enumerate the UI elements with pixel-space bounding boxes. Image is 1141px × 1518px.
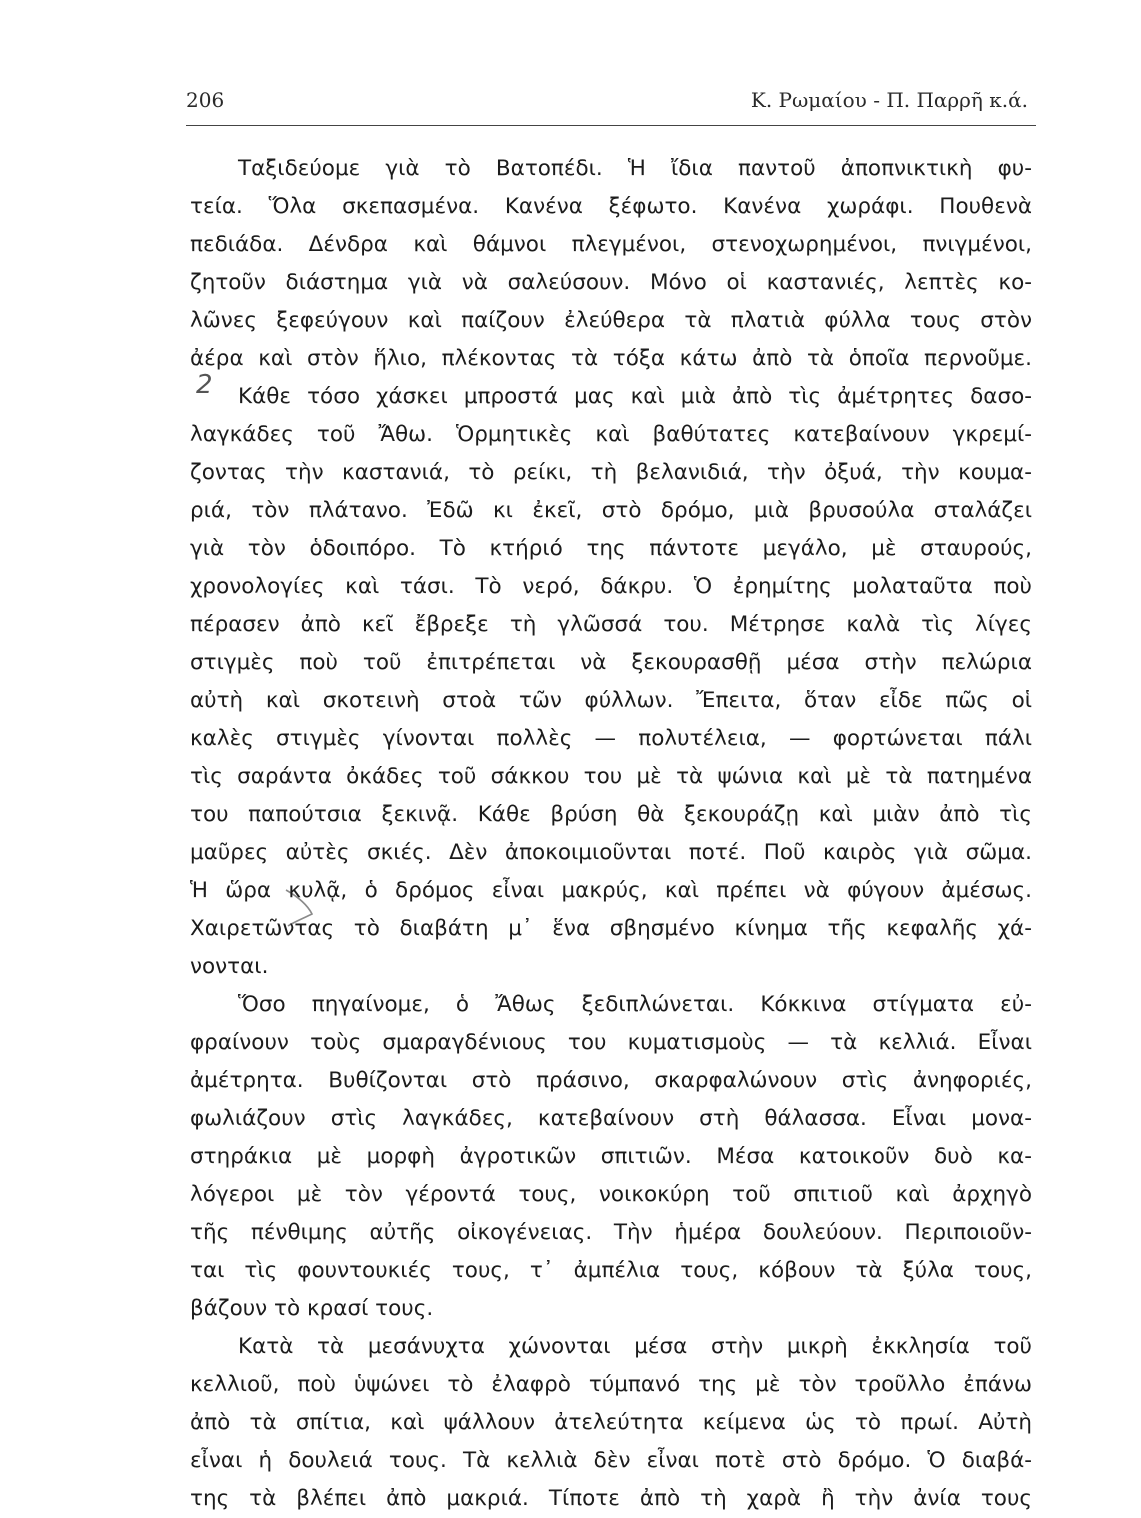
text-line: τεία. Ὅλα σκεπασμένα. Κανένα ξέφωτο. Κανένα χωράφι. Πουθενὰ <box>190 194 1032 219</box>
page-number: 206 <box>186 88 225 112</box>
text-line: του παπούτσια ξεκινᾷ. Κάθε βρύση θὰ ξεκουράζῃ καὶ μιὰν ἀπὸ τὶς <box>190 802 1032 827</box>
text-line: τῆς πένθιμης αὐτῆς οἰκογένειας. Τὴν ἡμέρα δουλεύουν. Περιποιοῦν- <box>190 1220 1032 1245</box>
text-line: ται τὶς φουντουκιές τους, τ᾽ ἀμπέλια τους, κόβουν τὰ ξύλα τους, <box>190 1258 1032 1283</box>
text-line: Κάθε τόσο χάσκει μπροστά μας καὶ μιὰ ἀπὸ τὶς ἀμέτρητες δασο- <box>238 384 1032 409</box>
text-line: φωλιάζουν στὶς λαγκάδες, κατεβαίνουν στὴ θάλασσα. Εἶναι μονα- <box>190 1106 1032 1131</box>
pencil-annotation: 2 <box>196 370 213 400</box>
text-line: χρονολογίες καὶ τάσι. Τὸ νερό, δάκρυ. Ὁ ἐρημίτης μολαταῦτα ποὺ <box>190 574 1032 599</box>
text-line: λῶνες ξεφεύγουν καὶ παίζουν ἐλεύθερα τὰ πλατιὰ φύλλα τους στὸν <box>190 308 1032 333</box>
header-title: Κ. Ρωμαίου - Π. Παρρῆ κ.ά. <box>750 88 1028 112</box>
text-line: πεδιάδα. Δένδρα καὶ θάμνοι πλεγμένοι, στενοχωρημένοι, πνιγμένοι, <box>190 232 1032 257</box>
text-line: στηράκια μὲ μορφὴ ἀγροτικῶν σπιτιῶν. Μέσα κατοικοῦν δυὸ κα- <box>190 1144 1032 1169</box>
text-line: τὶς σαράντα ὀκάδες τοῦ σάκκου του μὲ τὰ ψώνια καὶ μὲ τὰ πατημένα <box>190 764 1032 789</box>
text-line: της τὰ βλέπει ἀπὸ μακριά. Τίποτε ἀπὸ τὴ χαρὰ ἢ τὴν ἀνία τους <box>190 1486 1032 1511</box>
text-line: λόγεροι μὲ τὸν γέροντά τους, νοικοκύρη τοῦ σπιτιοῦ καὶ ἀρχηγὸ <box>190 1182 1032 1207</box>
text-line: νονται. <box>190 954 269 979</box>
text-line: μαῦρες αὐτὲς σκιές. Δὲν ἀποκοιμιοῦνται ποτέ. Ποῦ καιρὸς γιὰ σῶμα. <box>190 840 1032 865</box>
text-line: ριά, τὸν πλάτανο. Ἐδῶ κι ἐκεῖ, στὸ δρόμο, μιὰ βρυσούλα σταλάζει <box>190 498 1032 523</box>
text-line: Ἡ ὥρα κυλᾷ, ὁ δρόμος εἶναι μακρύς, καὶ πρέπει νὰ φύγουν ἀμέσως. <box>190 878 1032 903</box>
text-line: λαγκάδες τοῦ Ἄθω. Ὁρμητικὲς καὶ βαθύτατες κατεβαίνουν γκρεμί- <box>190 422 1032 447</box>
text-line: Ὅσο πηγαίνομε, ὁ Ἄθως ξεδιπλώνεται. Κόκκινα στίγματα εὐ- <box>238 992 1032 1017</box>
text-line: βάζουν τὸ κρασί τους. <box>190 1296 434 1321</box>
text-line: αὐτὴ καὶ σκοτεινὴ στοὰ τῶν φύλλων. Ἔπειτα, ὅταν εἶδε πῶς οἱ <box>190 688 1032 713</box>
text-line: Χαιρετῶντας τὸ διαβάτη μ᾽ ἕνα σβησμένο κίνημα τῆς κεφαλῆς χά- <box>190 916 1032 941</box>
text-line: ζοντας τὴν καστανιά, τὸ ρείκι, τὴ βελανιδιά, τὴν ὀξυά, τὴν κουμα- <box>190 460 1032 485</box>
header-rule <box>186 125 1036 126</box>
text-line: ἀέρα καὶ στὸν ἥλιο, πλέκοντας τὰ τόξα κάτω ἀπὸ τὰ ὁποῖα περνοῦμε. <box>190 346 1032 371</box>
text-line: ἀμέτρητα. Βυθίζονται στὸ πράσινο, σκαρφαλώνουν στὶς ἀνηφοριές, <box>190 1068 1032 1093</box>
text-line: καλὲς στιγμὲς γίνονται πολλὲς — πολυτέλεια, — φορτώνεται πάλι <box>190 726 1032 751</box>
text-line: Ταξιδεύομε γιὰ τὸ Βατοπέδι. Ἡ ἴδια παντοῦ ἀποπνικτικὴ φυ- <box>238 156 1032 181</box>
text-line: κελλιοῦ, ποὺ ὑψώνει τὸ ἐλαφρὸ τύμπανό της μὲ τὸν τροῦλλο ἐπάνω <box>190 1372 1032 1397</box>
text-line: πέρασεν ἀπὸ κεῖ ἔβρεξε τὴ γλῶσσά του. Μέτρησε καλὰ τὶς λίγες <box>190 612 1032 637</box>
text-line: Κατὰ τὰ μεσάνυχτα χώνονται μέσα στὴν μικρὴ ἐκκλησία τοῦ <box>238 1334 1032 1359</box>
text-line: ζητοῦν διάστημα γιὰ νὰ σαλεύσουν. Μόνο οἱ καστανιές, λεπτὲς κο- <box>190 270 1032 295</box>
text-line: εἶναι ἡ δουλειά τους. Τὰ κελλιὰ δὲν εἶναι ποτὲ στὸ δρόμο. Ὁ διαβά- <box>190 1448 1032 1473</box>
body-text <box>190 150 1032 1518</box>
text-line: στιγμὲς ποὺ τοῦ ἐπιτρέπεται νὰ ξεκουρασθῇ μέσα στὴν πελώρια <box>190 650 1032 675</box>
text-line: ἀπὸ τὰ σπίτια, καὶ ψάλλουν ἀτελεύτητα κείμενα ὡς τὸ πρωί. Αὐτὴ <box>190 1410 1032 1435</box>
text-line: φραίνουν τοὺς σμαραγδένιους του κυματισμοὺς — τὰ κελλιά. Εἶναι <box>190 1030 1032 1055</box>
text-line: γιὰ τὸν ὁδοιπόρο. Τὸ κτήριό της πάντοτε μεγάλο, μὲ σταυρούς, <box>190 536 1032 561</box>
running-head <box>186 84 1036 118</box>
